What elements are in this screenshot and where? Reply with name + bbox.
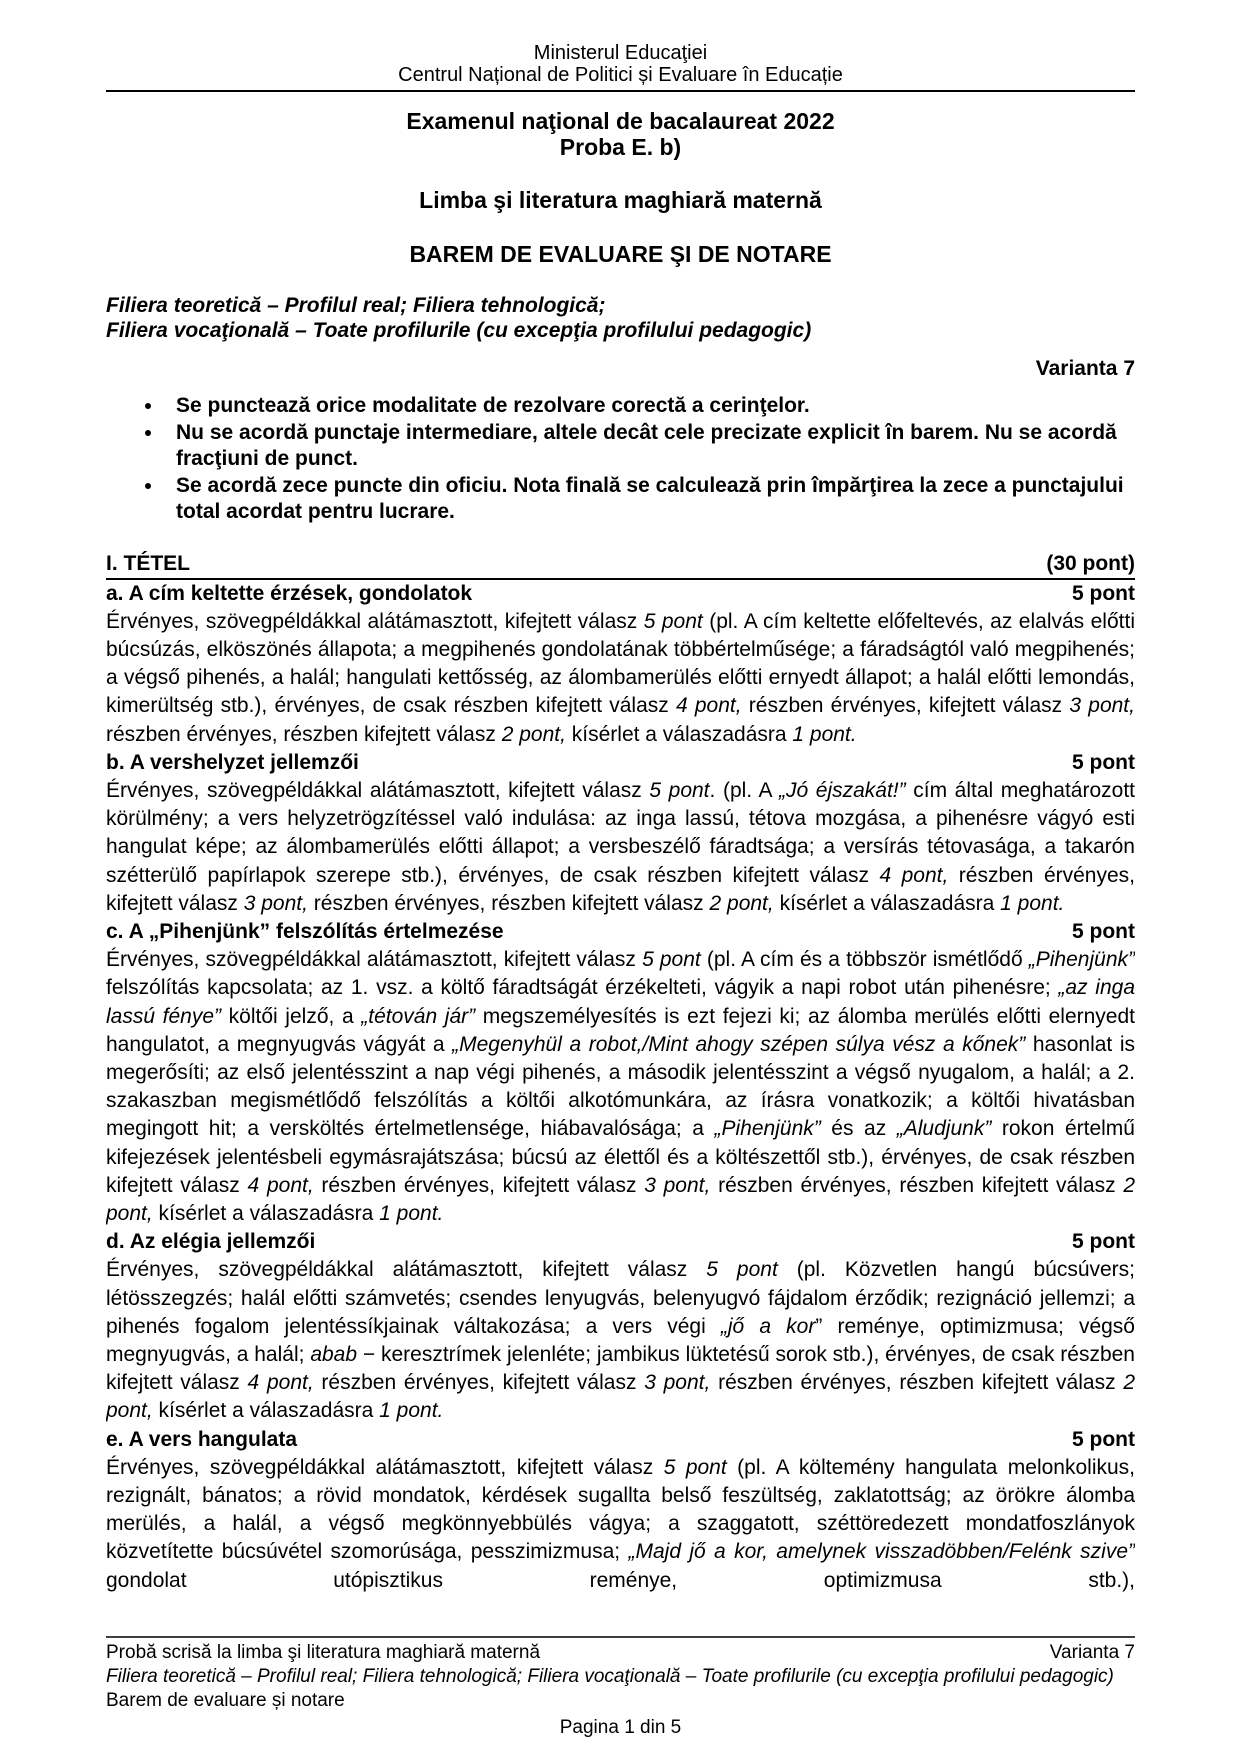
tetel-1-points: (30 pont) — [1046, 551, 1135, 575]
section-b — [106, 749, 1135, 918]
exam-title: Examenul naţional de bacalaureat 2022 — [406, 108, 835, 134]
section-c-points: 5 pont — [1072, 919, 1135, 943]
text-run: − keresztrímek jelenléte; jambikus lüktetésű sorok stb.), érvényes, de csak részben kifejtett válasz — [106, 1342, 1135, 1395]
text-run: (pl. A cím és a többször ismétlődő — [700, 948, 1029, 972]
section-b-points: 5 pont — [1072, 750, 1135, 774]
text-run: (pl. A cím keltette előfeltevés, az elalvás előtti búcsúzás, elköszönés állapota; a megpihenés gondolatának többértelműsége; a fáradságtól való megpihenés; a végső pihenés, a halál; hangulati kettősség, az álombamerülés előtti ernyedt állapot; a halál előtti lemondás, kimerültség stb.), érvényes, de csak részben kifejtett válasz — [106, 609, 1135, 718]
text-run: Érvényes, szövegpéldákkal alátámasztott, kifejtett válasz — [106, 1258, 707, 1282]
text-run: Érvényes, szövegpéldákkal alátámasztott, kifejtett válasz — [106, 1455, 664, 1479]
text-run: részben érvényes, részben kifejtett válasz — [307, 891, 710, 915]
text-run: és az — [820, 1117, 897, 1141]
text-run-italic: „tétován jár” — [361, 1004, 476, 1028]
text-run: (pl. Közvetlen hangú búcsúvers; létösszegzés; halál előtti számvetés; csendes lenyugvás, belenyugvó fájdalom érződik; rezignáció jellemzi; a pihenés fogalom jelentéssíkjainak váltakozása; a vers végi — [106, 1258, 1135, 1338]
text-run-italic: 1 pont. — [792, 722, 857, 746]
instruction-item: • Se acordă zece puncte din oficiu. Nota finală se calculează prin împărţirea la zece a punctajului total acordat pentru lucrare. — [164, 473, 1135, 526]
text-run-italic: 3 pont, — [644, 1173, 711, 1197]
section-c-heading-row — [106, 918, 1135, 946]
exam-title-block — [106, 108, 1135, 160]
text-run-italic: „Pihenjünk” — [714, 1117, 821, 1141]
text-run-italic: 3 pont, — [243, 891, 308, 915]
text-run-italic: „Megenyhül a robot,/Mint ahogy szépen súlya vész a kőnek” — [452, 1032, 1026, 1056]
section-d-points: 5 pont — [1072, 1230, 1135, 1254]
page-header — [106, 42, 1135, 86]
footer-filiera: Filiera teoretică – Profilul real; Filiera tehnologică; Filiera vocaţională – Toate profilurile (cu excepţia profilului pedagogic) — [106, 1666, 1114, 1687]
text-run-italic: 2 pont, — [106, 1173, 1135, 1225]
text-run-italic: 4 pont, — [247, 1371, 314, 1395]
header-center: Centrul Național de Politici și Evaluare în Educație — [398, 64, 843, 86]
section-e-body — [106, 1454, 1135, 1595]
filiera-line-1: Filiera teoretică – Profilul real; Filiera tehnologică; — [106, 294, 606, 317]
text-run: kísérlet a válaszadásra — [565, 722, 793, 746]
text-run-italic: 2 pont, — [709, 891, 774, 915]
section-e-heading-row — [106, 1426, 1135, 1454]
text-run: megszemélyesítés is ezt fejezi ki; az álomba merülés előtti elernyedt hangulatot, a megnyugvás vágyát a — [106, 1004, 1135, 1056]
section-d-body — [106, 1256, 1135, 1425]
instruction-item: • Se punctează orice modalitate de rezolvare corectă a cerinţelor. — [164, 393, 1135, 420]
text-run: rokon értelmű kifejezések jelentésbeli egymásrajátszása; búcsú az élettől és a költészettől stb.), érvényes, de csak részben kifejtett válasz — [106, 1117, 1135, 1197]
text-run: részben érvényes, kifejtett válasz — [106, 863, 1135, 915]
section-e-points: 5 pont — [1072, 1427, 1135, 1451]
text-run-italic: 3 pont, — [1069, 694, 1135, 718]
text-run: cím által meghatározott körülmény; a vers helyzetrögzítéssel való indulása: az inga lassú, tétova mozgása, a pihenésre vágyó esti hangulat képe; az álombamerülés előtti állapot; a versbeszélő fáradtsága; a versírás tétovasága, a takarón szétterülő papírlapok szerepe stb.), érvényes, de csak részben kifejtett válasz — [106, 778, 1135, 887]
text-run-italic: 2 pont, — [501, 722, 566, 746]
text-run: felszólítás kapcsolata; az 1. vsz. a költő fáradtságát érzékelteti, vágyik a napi robot után pihenésre; — [106, 976, 1059, 1000]
section-b-heading-row — [106, 749, 1135, 777]
instructions-list — [106, 393, 1135, 526]
text-run-italic: „Majd jő a kor, amelynek visszadöbben/Felénk szive” — [628, 1540, 1135, 1564]
text-run-italic: „Pihenjünk” — [1028, 948, 1135, 972]
footer-row-1 — [106, 1641, 1135, 1665]
text-run-italic: 1 pont. — [1000, 891, 1065, 915]
section-c-heading: c. A „Pihenjünk” felszólítás értelmezése — [106, 919, 504, 943]
text-run-italic: abab — [310, 1342, 358, 1366]
text-run: részben érvényes, kifejtett válasz — [741, 694, 1070, 718]
footer-proba: Probă scrisă la limba şi literatura maghiară maternă — [106, 1642, 541, 1663]
barem-title: BAREM DE EVALUARE ŞI DE NOTARE — [409, 241, 832, 267]
text-run-italic: 5 pont — [643, 609, 703, 633]
text-run: részben érvényes, részben kifejtett válasz — [710, 1173, 1124, 1197]
section-d-heading-row — [106, 1228, 1135, 1256]
text-run: gondolat utópisztikus reménye, optimizmusa stb.), — [106, 1568, 1135, 1592]
text-run-italic: 2 pont, — [106, 1371, 1135, 1423]
section-d — [106, 1228, 1135, 1425]
section-c — [106, 918, 1135, 1228]
text-run: . (pl. A — [709, 778, 779, 802]
footer-rule — [106, 1636, 1135, 1638]
text-run: hasonlat is megerősíti; az első jelentésszint a nap végi pihenés, a második jelentésszint a végső nyugalom, a halál; a 2. szakaszban megismétlődő felszólítás a költői alkotómunkára, az írásra vonatkozik; a költői hivatásban megingott hit; a versköltés értelmetlensége, hiábavalósága; a — [106, 1032, 1135, 1141]
text-run: részben érvényes, részben kifejtett válasz — [106, 722, 502, 746]
text-run-italic: 1 pont. — [379, 1399, 444, 1423]
variant-label: Varianta 7 — [1035, 357, 1135, 380]
instruction-item: • Nu se acordă punctaje intermediare, altele decât cele precizate explicit în barem. Nu se acordă fracţiuni de punct. — [164, 420, 1135, 473]
section-a-heading-row — [106, 580, 1135, 608]
rubric-content — [106, 526, 1135, 1595]
filiera-block — [106, 293, 1135, 343]
section-a-points: 5 pont — [1072, 581, 1135, 605]
tetel-1-row — [106, 552, 1135, 580]
section-a — [106, 580, 1135, 749]
text-run: kísérlet a válaszadásra — [773, 891, 1001, 915]
text-run: kísérlet a válaszadásra — [152, 1399, 380, 1423]
section-b-body — [106, 777, 1135, 918]
proba-title: Proba E. b) — [559, 134, 682, 160]
section-e-heading: e. A vers hangulata — [106, 1427, 298, 1451]
page-footer — [106, 1636, 1135, 1755]
text-run: részben érvényes, kifejtett válasz — [313, 1371, 645, 1395]
section-a-body — [106, 608, 1135, 749]
text-run-italic: 1 pont. — [379, 1201, 444, 1225]
section-d-heading: d. Az elégia jellemzői — [106, 1230, 316, 1254]
section-c-body — [106, 946, 1135, 1228]
text-run: kísérlet a válaszadásra — [152, 1201, 380, 1225]
text-run-italic: 4 pont, — [247, 1173, 314, 1197]
text-run: ” reménye, optimizmusa; végső megnyugvás, a halál; — [106, 1314, 1135, 1366]
text-run-italic: „Jó éjszakát!” — [779, 778, 906, 802]
text-run: Érvényes, szövegpéldákkal alátámasztott, kifejtett válasz — [106, 948, 643, 972]
header-ministry: Ministerul Educaţiei — [533, 42, 708, 64]
text-run-italic: 5 pont — [642, 948, 701, 972]
text-run-italic: „az inga lassú fénye” — [106, 976, 1135, 1028]
tetel-1-label: I. TÉTEL — [106, 551, 190, 575]
text-run: költői jelző, a — [221, 1004, 362, 1028]
subject-title: Limba şi literatura maghiară maternă — [419, 187, 822, 213]
text-run-italic: 4 pont, — [675, 694, 742, 718]
text-run: részben érvényes, kifejtett válasz — [313, 1173, 645, 1197]
text-run: Érvényes, szövegpéldákkal alátámasztott, kifejtett válasz — [106, 609, 644, 633]
section-b-heading: b. A vershelyzet jellemzői — [106, 750, 359, 774]
footer-page-number: Pagina 1 din 5 — [559, 1717, 682, 1738]
text-run-italic: 3 pont, — [644, 1371, 711, 1395]
text-run-italic: 5 pont — [706, 1258, 778, 1282]
text-run: (pl. A költemény hangulata melonkolikus, rezignált, bánatos; a rövid mondatok, kérdések sugallta belső feszültség, zaklatottság; az örökre álomba merülés, a halál, a végső megkönnyebbülés vágya; a szaggatott, széttöredezett mondatfoszlányok közvetítette búcsúvétel szomorúsága, pesszimizmusa; — [106, 1455, 1135, 1564]
text-run-italic: 4 pont, — [879, 863, 949, 887]
text-run: részben érvényes, részben kifejtett válasz — [710, 1371, 1124, 1395]
text-run-italic: 5 pont — [649, 778, 710, 802]
section-a-heading: a. A cím keltette érzések, gondolatok — [106, 581, 473, 605]
filiera-line-2: Filiera vocaţională – Toate profilurile (cu excepţia profilului pedagogic) — [106, 319, 812, 342]
text-run-italic: „jő a kor — [720, 1314, 816, 1338]
section-e — [106, 1426, 1135, 1595]
header-rule — [106, 90, 1135, 92]
text-run: Érvényes, szövegpéldákkal alátámasztott, kifejtett válasz — [106, 778, 650, 802]
text-run-italic: „Aludjunk” — [896, 1117, 992, 1141]
footer-barem: Barem de evaluare și notare — [106, 1690, 345, 1711]
footer-variant: Varianta 7 — [1049, 1642, 1135, 1663]
text-run-italic: 5 pont — [663, 1455, 727, 1479]
